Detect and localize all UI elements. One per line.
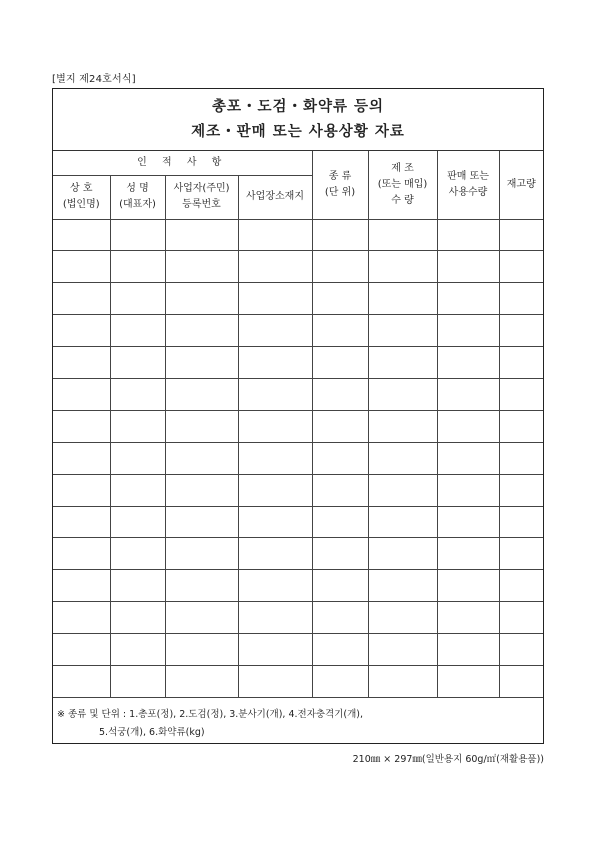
table-cell[interactable]	[368, 665, 437, 697]
table-cell[interactable]	[368, 538, 437, 570]
table-cell[interactable]	[368, 219, 437, 251]
table-cell[interactable]	[238, 251, 312, 283]
table-row	[53, 347, 543, 379]
table-cell[interactable]	[110, 410, 165, 442]
table-row	[53, 634, 543, 666]
table-cell[interactable]	[499, 251, 543, 283]
header-name: 성 명 (대표자)	[110, 175, 165, 219]
table-cell[interactable]	[110, 315, 165, 347]
note-line-2: 5.석궁(개), 6.화약류(kg)	[99, 726, 205, 738]
table-row	[53, 410, 543, 442]
table-cell[interactable]	[312, 410, 368, 442]
table-cell[interactable]	[53, 347, 110, 379]
table-cell[interactable]	[110, 251, 165, 283]
table-cell[interactable]	[312, 442, 368, 474]
table-cell[interactable]	[368, 315, 437, 347]
table-row	[53, 602, 543, 634]
table-cell[interactable]	[312, 602, 368, 634]
data-rows	[53, 219, 543, 697]
header-sales: 판매 또는 사용수량	[437, 151, 499, 219]
table-cell[interactable]	[238, 442, 312, 474]
table-cell[interactable]	[53, 506, 110, 538]
table-cell[interactable]	[499, 570, 543, 602]
table-cell[interactable]	[53, 634, 110, 666]
table-cell[interactable]	[312, 474, 368, 506]
table-cell[interactable]	[238, 570, 312, 602]
table-cell[interactable]	[368, 442, 437, 474]
form-number-label: [별지 제24호서식]	[52, 74, 136, 85]
table-cell[interactable]	[53, 538, 110, 570]
header-manufacture: 제 조 (또는 매입) 수 량	[368, 151, 437, 219]
table-cell[interactable]	[110, 665, 165, 697]
table-cell[interactable]	[165, 410, 238, 442]
table-cell[interactable]	[368, 506, 437, 538]
table-cell[interactable]	[110, 283, 165, 315]
table-cell[interactable]	[238, 538, 312, 570]
table-cell[interactable]	[312, 570, 368, 602]
table-cell[interactable]	[499, 634, 543, 666]
header-registration-number: 사업자(주민) 등록번호	[165, 175, 238, 219]
table-cell[interactable]	[437, 315, 499, 347]
table-cell[interactable]	[53, 410, 110, 442]
header-business-address: 사업장소재지	[238, 175, 312, 219]
table-cell[interactable]	[165, 378, 238, 410]
table-cell[interactable]	[312, 219, 368, 251]
table-cell[interactable]	[368, 634, 437, 666]
table-cell[interactable]	[53, 219, 110, 251]
table-cell[interactable]	[368, 378, 437, 410]
table-row	[53, 442, 543, 474]
table-cell[interactable]	[499, 442, 543, 474]
table-cell[interactable]	[110, 442, 165, 474]
table-cell[interactable]	[499, 665, 543, 697]
table-cell[interactable]	[53, 442, 110, 474]
header-kind: 종 류 (단 위)	[312, 151, 368, 219]
table-cell[interactable]	[499, 602, 543, 634]
table-cell[interactable]	[437, 538, 499, 570]
table-cell[interactable]	[165, 665, 238, 697]
table-row	[53, 665, 543, 697]
table-cell[interactable]	[110, 634, 165, 666]
table-row	[53, 315, 543, 347]
table-cell[interactable]	[312, 251, 368, 283]
table-cell[interactable]	[368, 347, 437, 379]
table-cell[interactable]	[312, 378, 368, 410]
table-cell[interactable]	[437, 474, 499, 506]
table-cell[interactable]	[312, 283, 368, 315]
table-cell[interactable]	[499, 283, 543, 315]
table-cell[interactable]	[499, 474, 543, 506]
table-cell[interactable]	[53, 570, 110, 602]
table-cell[interactable]	[312, 665, 368, 697]
table-cell[interactable]	[238, 665, 312, 697]
table-cell[interactable]	[437, 410, 499, 442]
table-cell[interactable]	[437, 251, 499, 283]
table-cell[interactable]	[110, 219, 165, 251]
table-cell[interactable]	[238, 378, 312, 410]
table-cell[interactable]	[437, 570, 499, 602]
table-row	[53, 570, 543, 602]
paper-spec: 210㎜ × 297㎜(일반용지 60g/㎡(재활용품))	[352, 754, 544, 765]
table-cell[interactable]	[312, 634, 368, 666]
title-line-1: 총포・도검・화약류 등의	[211, 98, 385, 115]
table-cell[interactable]	[53, 251, 110, 283]
record-table	[53, 151, 543, 698]
table-cell[interactable]	[499, 315, 543, 347]
kind-unit-note	[53, 698, 543, 742]
table-cell[interactable]	[110, 506, 165, 538]
table-row	[53, 538, 543, 570]
table-cell[interactable]	[238, 506, 312, 538]
table-cell[interactable]	[499, 219, 543, 251]
table-cell[interactable]	[165, 315, 238, 347]
table-cell[interactable]	[110, 378, 165, 410]
table-cell[interactable]	[110, 602, 165, 634]
table-cell[interactable]	[368, 251, 437, 283]
table-cell[interactable]	[165, 219, 238, 251]
table-cell[interactable]	[238, 634, 312, 666]
table-row	[53, 506, 543, 538]
table-cell[interactable]	[165, 474, 238, 506]
table-cell[interactable]	[53, 474, 110, 506]
form-frame	[52, 88, 544, 744]
table-cell[interactable]	[238, 283, 312, 315]
table-cell[interactable]	[368, 570, 437, 602]
title-line-2: 제조・판매 또는 사용상황 자료	[191, 123, 405, 140]
table-row	[53, 378, 543, 410]
table-cell[interactable]	[238, 315, 312, 347]
table-cell[interactable]	[499, 347, 543, 379]
table-row	[53, 251, 543, 283]
table-cell[interactable]	[110, 474, 165, 506]
table-cell[interactable]	[437, 506, 499, 538]
table-cell[interactable]	[368, 602, 437, 634]
table-row	[53, 219, 543, 251]
table-cell[interactable]	[437, 634, 499, 666]
table-cell[interactable]	[53, 602, 110, 634]
table-cell[interactable]	[437, 442, 499, 474]
table-cell[interactable]	[165, 442, 238, 474]
note-line-1: ※ 종류 및 단위 : 1.총포(정), 2.도검(정), 3.분사기(개), 4.전자충격기(개),	[57, 708, 364, 720]
table-cell[interactable]	[110, 347, 165, 379]
table-cell[interactable]	[165, 538, 238, 570]
table-cell[interactable]	[238, 410, 312, 442]
table-cell[interactable]	[437, 665, 499, 697]
table-cell[interactable]	[437, 602, 499, 634]
table-cell[interactable]	[499, 538, 543, 570]
table-cell[interactable]	[53, 283, 110, 315]
table-cell[interactable]	[499, 410, 543, 442]
table-row	[53, 283, 543, 315]
form-title	[53, 89, 543, 151]
table-cell[interactable]	[437, 219, 499, 251]
table-cell[interactable]	[312, 347, 368, 379]
table-cell[interactable]	[499, 378, 543, 410]
table-cell[interactable]	[110, 570, 165, 602]
table-cell[interactable]	[165, 570, 238, 602]
table-cell[interactable]	[437, 347, 499, 379]
header-personal-info: 인 적 사 항	[53, 151, 312, 175]
table-cell[interactable]	[165, 283, 238, 315]
table-row	[53, 474, 543, 506]
table-cell[interactable]	[437, 283, 499, 315]
table-cell[interactable]	[165, 634, 238, 666]
table-cell[interactable]	[312, 315, 368, 347]
table-cell[interactable]	[437, 378, 499, 410]
table-cell[interactable]	[238, 347, 312, 379]
table-cell[interactable]	[110, 538, 165, 570]
table-cell[interactable]	[312, 506, 368, 538]
header-trade-name: 상 호 (법인명)	[53, 175, 110, 219]
table-cell[interactable]	[53, 315, 110, 347]
table-cell[interactable]	[238, 602, 312, 634]
table-cell[interactable]	[368, 474, 437, 506]
header-stock: 재고량	[499, 151, 543, 219]
table-cell[interactable]	[238, 474, 312, 506]
table-cell[interactable]	[165, 251, 238, 283]
table-cell[interactable]	[165, 602, 238, 634]
table-cell[interactable]	[165, 347, 238, 379]
table-cell[interactable]	[53, 665, 110, 697]
table-cell[interactable]	[165, 506, 238, 538]
table-cell[interactable]	[368, 283, 437, 315]
table-cell[interactable]	[238, 219, 312, 251]
table-cell[interactable]	[368, 410, 437, 442]
table-cell[interactable]	[499, 506, 543, 538]
table-cell[interactable]	[53, 378, 110, 410]
table-cell[interactable]	[312, 538, 368, 570]
